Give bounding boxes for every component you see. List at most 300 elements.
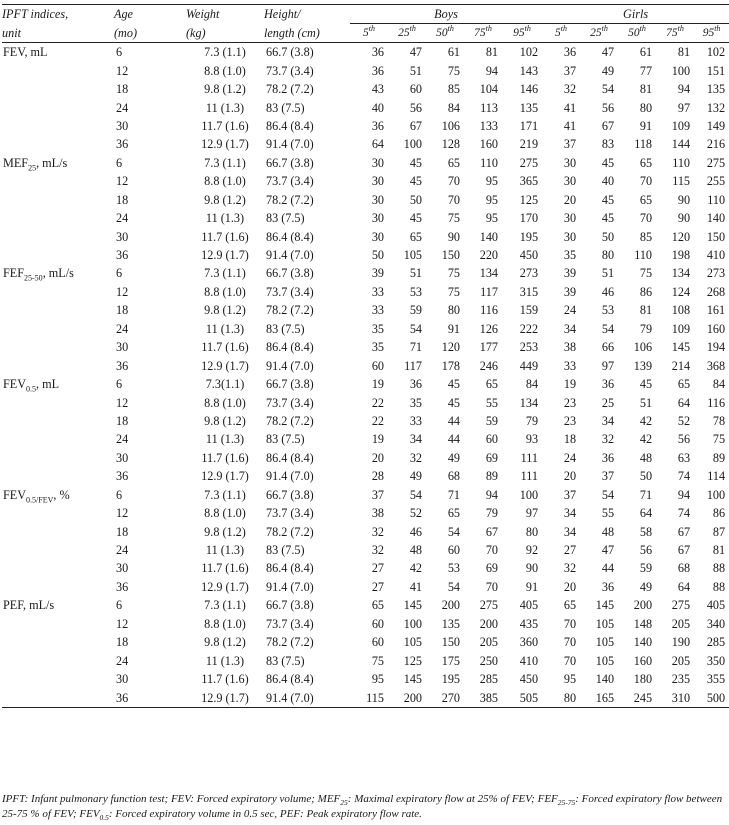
girls-value-cell: 33 (563, 358, 577, 373)
boys-value-cell: 145 (403, 598, 422, 613)
girls-value-cell: 77 (639, 63, 653, 78)
height-cell: 86.4 (8.4) (266, 229, 314, 244)
height-cell: 78.2 (7.2) (266, 82, 314, 97)
header-age: Age (114, 7, 133, 21)
age-cell: 6 (116, 598, 123, 613)
girls-value-cell: 118 (634, 137, 653, 152)
index-unit: , mL/s (42, 266, 74, 281)
header-girls: Girls (542, 5, 729, 24)
girls-value-cell: 32 (563, 82, 577, 97)
age-cell: 18 (116, 303, 129, 318)
boys-value-cell: 135 (441, 616, 460, 631)
girls-value-cell: 105 (595, 616, 615, 631)
table-row (2, 301, 729, 319)
index-name-cell (2, 301, 114, 319)
header-unit: unit (2, 25, 21, 40)
percentile-suffix: th (409, 24, 416, 34)
girls-value-cell: 65 (639, 155, 653, 170)
boys-value-cell: 285 (479, 672, 498, 687)
header-boys-p50 (426, 24, 464, 43)
footnote-part: : Forced expiratory flow between 25-75 % of FEV; FEV (2, 793, 723, 820)
boys-value-cell: 171 (519, 118, 539, 133)
boys-value-cell: 70 (485, 543, 498, 558)
index-name-subscript: 25-50 (24, 273, 43, 283)
age-cell: 36 (116, 358, 129, 373)
index-name-cell (2, 61, 114, 79)
girls-value-cell: 53 (601, 303, 615, 318)
boys-value-cell: 50 (409, 192, 422, 207)
girls-value-cell: 81 (677, 45, 691, 60)
girls-value-cell: 64 (677, 395, 691, 410)
boys-value-cell: 195 (441, 672, 460, 687)
boys-value-cell: 95 (485, 192, 498, 207)
header-weight-unit: (kg) (186, 25, 206, 40)
boys-value-cell: 70 (447, 174, 460, 189)
boys-value-cell: 200 (403, 690, 422, 705)
boys-value-cell: 195 (519, 229, 539, 244)
boys-value-cell: 89 (485, 469, 498, 484)
girls-value-cell: 102 (706, 45, 726, 60)
boys-value-cell: 113 (480, 100, 498, 115)
weight-cell: 8.8 (1.0) (204, 63, 246, 78)
boys-value-cell: 200 (441, 598, 460, 613)
height-cell: 91.4 (7.0) (266, 358, 314, 373)
height-cell: 78.2 (7.2) (266, 303, 314, 318)
weight-cell: 11 (1.3) (205, 432, 245, 447)
boys-value-cell: 117 (404, 358, 422, 373)
girls-value-cell: 235 (671, 672, 691, 687)
girls-value-cell: 37 (563, 63, 577, 78)
index-name: FEF (3, 266, 25, 281)
boys-value-cell: 115 (366, 690, 384, 705)
boys-value-cell: 75 (371, 653, 384, 668)
girls-value-cell: 150 (706, 229, 726, 244)
boys-value-cell: 53 (409, 284, 422, 299)
percentile-suffix: th (368, 24, 375, 34)
percentile-number: 75 (666, 27, 678, 39)
index-name-cell (2, 80, 114, 98)
age-cell: 6 (116, 487, 123, 502)
girls-value-cell: 23 (563, 413, 577, 428)
boys-value-cell: 37 (371, 487, 384, 502)
age-cell: 36 (116, 469, 129, 484)
footnote-part: IPFT: Infant pulmonary function test; FEV: Forced expiratory volume; MEF (2, 793, 341, 805)
weight-cell: 9.8 (1.2) (204, 192, 246, 207)
index-name: FEV (3, 487, 27, 502)
index-name-cell (2, 651, 114, 669)
header-height: Height/ (264, 7, 301, 21)
percentile-suffix: th (485, 24, 492, 34)
boys-value-cell: 143 (519, 63, 539, 78)
boys-value-cell: 49 (409, 469, 422, 484)
weight-cell: 12.9 (1.7) (201, 248, 249, 263)
girls-value-cell: 67 (601, 118, 615, 133)
footnote-sub: 25-75 (557, 798, 576, 808)
boys-value-cell: 246 (479, 358, 498, 373)
boys-value-cell: 32 (371, 524, 384, 539)
table-row (2, 467, 729, 485)
boys-value-cell: 75 (447, 266, 460, 281)
weight-cell: 9.8 (1.2) (204, 413, 246, 428)
boys-value-cell: 52 (409, 506, 422, 521)
boys-value-cell: 69 (485, 561, 498, 576)
girls-value-cell: 64 (677, 579, 691, 594)
girls-value-cell: 56 (677, 432, 691, 447)
girls-value-cell: 88 (712, 561, 726, 576)
girls-value-cell: 75 (639, 266, 653, 281)
age-cell: 12 (116, 616, 129, 631)
header-girls-p50 (618, 24, 656, 43)
age-cell: 36 (116, 690, 129, 705)
girls-value-cell: 94 (677, 82, 691, 97)
age-cell: 18 (116, 82, 129, 97)
girls-value-cell: 140 (633, 635, 653, 650)
weight-cell: 8.8 (1.0) (204, 616, 246, 631)
girls-value-cell: 45 (601, 211, 615, 226)
girls-value-cell: 145 (671, 340, 691, 355)
boys-value-cell: 71 (447, 487, 460, 502)
boys-value-cell: 100 (519, 487, 539, 502)
boys-value-cell: 70 (485, 579, 498, 594)
girls-value-cell: 180 (633, 672, 653, 687)
height-cell: 91.4 (7.0) (266, 690, 314, 705)
weight-cell: 7.3 (1.1) (204, 155, 246, 170)
table-footnote (2, 792, 724, 822)
girls-value-cell: 405 (706, 598, 726, 613)
girls-value-cell: 120 (671, 229, 691, 244)
boys-value-cell: 91 (525, 579, 539, 594)
boys-value-cell: 140 (479, 229, 498, 244)
age-cell: 18 (116, 524, 129, 539)
age-cell: 30 (116, 118, 129, 133)
boys-value-cell: 120 (441, 340, 460, 355)
header-boys: Boys (350, 5, 542, 24)
index-name-cell (2, 172, 114, 190)
weight-cell: 7.3 (1.1) (204, 598, 246, 613)
boys-value-cell: 365 (519, 174, 539, 189)
index-name-cell (2, 541, 114, 559)
boys-value-cell: 75 (447, 284, 460, 299)
table-row (2, 688, 729, 707)
index-name: PEF, mL/s (3, 598, 55, 613)
header-girls-p5 (542, 24, 580, 43)
weight-cell: 12.9 (1.7) (201, 469, 249, 484)
boys-value-cell: 38 (371, 506, 384, 521)
table-row (2, 651, 729, 669)
boys-value-cell: 33 (371, 303, 384, 318)
index-name-cell (2, 596, 114, 614)
girls-value-cell: 140 (595, 672, 615, 687)
index-name-cell (2, 246, 114, 264)
boys-value-cell: 53 (447, 561, 460, 576)
boys-value-cell: 59 (485, 413, 498, 428)
age-cell: 18 (116, 635, 129, 650)
boys-value-cell: 111 (520, 450, 539, 465)
boys-value-cell: 27 (371, 561, 384, 576)
girls-value-cell: 65 (677, 377, 691, 392)
weight-cell: 7.3 (1.1) (204, 487, 246, 502)
girls-value-cell: 132 (706, 100, 726, 115)
age-cell: 18 (116, 192, 129, 207)
girls-value-cell: 97 (601, 358, 615, 373)
table-row (2, 615, 729, 633)
girls-value-cell: 124 (671, 284, 691, 299)
girls-value-cell: 56 (639, 543, 653, 558)
boys-value-cell: 65 (447, 506, 460, 521)
girls-value-cell: 81 (639, 82, 653, 97)
boys-value-cell: 385 (479, 690, 498, 705)
girls-value-cell: 135 (706, 82, 726, 97)
table-row (2, 338, 729, 356)
girls-value-cell: 161 (706, 303, 726, 318)
boys-value-cell: 60 (371, 358, 384, 373)
age-cell: 24 (116, 432, 129, 447)
boys-value-cell: 75 (447, 211, 460, 226)
boys-value-cell: 33 (409, 413, 422, 428)
height-cell: 73.7 (3.4) (266, 63, 314, 78)
height-cell: 66.7 (3.8) (266, 155, 314, 170)
boys-value-cell: 117 (480, 284, 498, 299)
girls-value-cell: 36 (601, 377, 615, 392)
footnote-sub: 0.5 (99, 813, 109, 823)
age-cell: 12 (116, 395, 129, 410)
girls-value-cell: 90 (677, 211, 691, 226)
boys-value-cell: 505 (519, 690, 539, 705)
index-name: FEV, mL (3, 45, 48, 60)
boys-value-cell: 178 (441, 358, 460, 373)
girls-value-cell: 46 (601, 284, 615, 299)
percentile-suffix: th (524, 24, 531, 34)
girls-value-cell: 65 (563, 598, 577, 613)
weight-cell: 8.8 (1.0) (204, 506, 246, 521)
boys-value-cell: 100 (403, 616, 422, 631)
weight-cell: 11 (1.3) (205, 100, 245, 115)
boys-value-cell: 35 (371, 340, 384, 355)
index-name-cell (2, 504, 114, 522)
girls-value-cell: 41 (563, 100, 577, 115)
boys-value-cell: 32 (409, 450, 422, 465)
girls-value-cell: 165 (595, 690, 615, 705)
boys-value-cell: 125 (403, 653, 422, 668)
weight-cell: 12.9 (1.7) (201, 579, 249, 594)
girls-value-cell: 74 (677, 469, 691, 484)
girls-value-cell: 81 (712, 543, 726, 558)
boys-value-cell: 43 (371, 82, 384, 97)
age-cell: 6 (116, 45, 123, 60)
boys-value-cell: 435 (519, 616, 539, 631)
boys-value-cell: 27 (371, 579, 384, 594)
girls-value-cell: 80 (601, 248, 615, 263)
index-name-cell (2, 393, 114, 411)
boys-value-cell: 270 (441, 690, 460, 705)
age-cell: 30 (116, 672, 129, 687)
boys-value-cell: 42 (409, 561, 422, 576)
girls-value-cell: 30 (563, 211, 577, 226)
percentile-number: 75 (474, 27, 486, 39)
boys-value-cell: 60 (371, 616, 384, 631)
table-row (2, 412, 729, 430)
boys-value-cell: 60 (409, 82, 422, 97)
percentile-number: 25 (398, 27, 410, 39)
girls-value-cell: 49 (601, 63, 615, 78)
boys-value-cell: 45 (447, 377, 460, 392)
girls-value-cell: 90 (677, 192, 691, 207)
girls-value-cell: 36 (563, 45, 577, 60)
age-cell: 24 (116, 653, 129, 668)
boys-value-cell: 106 (441, 118, 460, 133)
age-cell: 6 (116, 155, 123, 170)
girls-value-cell: 86 (639, 284, 653, 299)
girls-value-cell: 39 (563, 284, 577, 299)
boys-value-cell: 40 (371, 100, 384, 115)
table-row (2, 541, 729, 559)
weight-cell: 11 (1.3) (205, 543, 245, 558)
girls-value-cell: 49 (639, 579, 653, 594)
girls-value-cell: 45 (601, 155, 615, 170)
boys-value-cell: 44 (447, 413, 460, 428)
girls-value-cell: 149 (706, 118, 726, 133)
girls-value-cell: 190 (671, 635, 691, 650)
girls-value-cell: 18 (563, 432, 577, 447)
percentile-suffix: th (447, 24, 454, 34)
percentile-suffix: th (601, 24, 608, 34)
weight-cell: 11 (1.3) (205, 211, 245, 226)
age-cell: 12 (116, 284, 129, 299)
girls-value-cell: 110 (707, 192, 726, 207)
girls-value-cell: 54 (601, 82, 615, 97)
boys-value-cell: 92 (525, 543, 539, 558)
height-cell: 66.7 (3.8) (266, 598, 314, 613)
weight-cell: 12.9 (1.7) (201, 137, 249, 152)
index-name-subscript: 0.5/FEV (26, 495, 54, 505)
girls-value-cell: 45 (601, 192, 615, 207)
girls-value-cell: 148 (633, 616, 653, 631)
index-name-cell (2, 191, 114, 209)
percentile-number: 95 (702, 27, 715, 39)
index-name-cell (2, 320, 114, 338)
girls-value-cell: 20 (563, 579, 577, 594)
boys-value-cell: 102 (519, 45, 539, 60)
percentile-number: 25 (590, 27, 602, 39)
percentile-number: 50 (628, 27, 640, 39)
weight-cell: 11.7 (1.6) (201, 229, 249, 244)
reference-values-table (2, 4, 729, 708)
weight-cell: 7.3 (1.1) (204, 266, 246, 281)
index-name-cell (2, 209, 114, 227)
girls-value-cell: 80 (563, 690, 577, 705)
index-name-cell (2, 688, 114, 707)
girls-value-cell: 410 (706, 248, 726, 263)
height-cell: 78.2 (7.2) (266, 635, 314, 650)
girls-value-cell: 100 (671, 63, 691, 78)
boys-value-cell: 41 (409, 579, 422, 594)
boys-value-cell: 54 (447, 579, 460, 594)
percentile-suffix: th (560, 24, 568, 34)
girls-value-cell: 41 (563, 118, 577, 133)
boys-value-cell: 30 (371, 211, 384, 226)
height-cell: 66.7 (3.8) (266, 266, 314, 281)
index-name-cell (2, 522, 114, 540)
weight-cell: 11.7 (1.6) (201, 118, 249, 133)
boys-value-cell: 67 (409, 118, 422, 133)
age-cell: 24 (116, 543, 129, 558)
boys-value-cell: 84 (447, 100, 460, 115)
age-cell: 30 (116, 450, 129, 465)
index-name-cell (2, 135, 114, 153)
girls-value-cell: 47 (601, 45, 615, 60)
index-name-cell (2, 615, 114, 633)
boys-value-cell: 159 (519, 303, 539, 318)
girls-value-cell: 355 (706, 672, 726, 687)
boys-value-cell: 54 (409, 487, 422, 502)
boys-value-cell: 410 (519, 653, 539, 668)
boys-value-cell: 45 (409, 174, 422, 189)
girls-value-cell: 25 (601, 395, 615, 410)
index-unit: , % (53, 487, 70, 502)
boys-value-cell: 315 (519, 284, 539, 299)
index-name-cell (2, 578, 114, 596)
boys-value-cell: 105 (403, 635, 422, 650)
boys-value-cell: 90 (525, 561, 539, 576)
weight-cell: 8.8 (1.0) (204, 284, 246, 299)
boys-value-cell: 222 (519, 321, 539, 336)
girls-value-cell: 58 (639, 524, 653, 539)
girls-value-cell: 56 (601, 100, 615, 115)
weight-cell: 11 (1.3) (205, 321, 245, 336)
table-row (2, 80, 729, 98)
boys-value-cell: 84 (525, 377, 539, 392)
height-cell: 91.4 (7.0) (266, 469, 314, 484)
girls-value-cell: 89 (712, 450, 726, 465)
table-row (2, 430, 729, 448)
girls-value-cell: 24 (563, 450, 577, 465)
boys-value-cell: 160 (479, 137, 498, 152)
table-row (2, 209, 729, 227)
table-row (2, 227, 729, 245)
girls-value-cell: 59 (639, 561, 653, 576)
boys-value-cell: 61 (447, 45, 460, 60)
age-cell: 24 (116, 100, 129, 115)
boys-value-cell: 55 (485, 395, 498, 410)
table-row (2, 393, 729, 411)
girls-value-cell: 160 (706, 321, 726, 336)
index-name-cell (2, 449, 114, 467)
header-age-unit: (mo) (114, 25, 138, 40)
girls-value-cell: 63 (677, 450, 691, 465)
index-name-cell (2, 412, 114, 430)
age-cell: 6 (116, 377, 123, 392)
table-row (2, 172, 729, 190)
boys-value-cell: 51 (409, 266, 422, 281)
girls-value-cell: 32 (601, 432, 615, 447)
boys-value-cell: 51 (409, 63, 422, 78)
boys-value-cell: 450 (519, 672, 539, 687)
boys-value-cell: 67 (485, 524, 498, 539)
boys-value-cell: 65 (485, 377, 498, 392)
girls-value-cell: 55 (601, 506, 615, 521)
boys-value-cell: 45 (409, 211, 422, 226)
height-cell: 91.4 (7.0) (266, 248, 314, 263)
table-row (2, 449, 729, 467)
boys-value-cell: 100 (403, 137, 422, 152)
girls-value-cell: 70 (639, 174, 653, 189)
percentile-number: 95 (513, 27, 525, 39)
girls-value-cell: 97 (677, 100, 691, 115)
girls-value-cell: 30 (563, 229, 577, 244)
index-unit: , mL (36, 377, 60, 392)
boys-value-cell: 134 (479, 266, 498, 281)
height-cell: 66.7 (3.8) (266, 45, 314, 60)
